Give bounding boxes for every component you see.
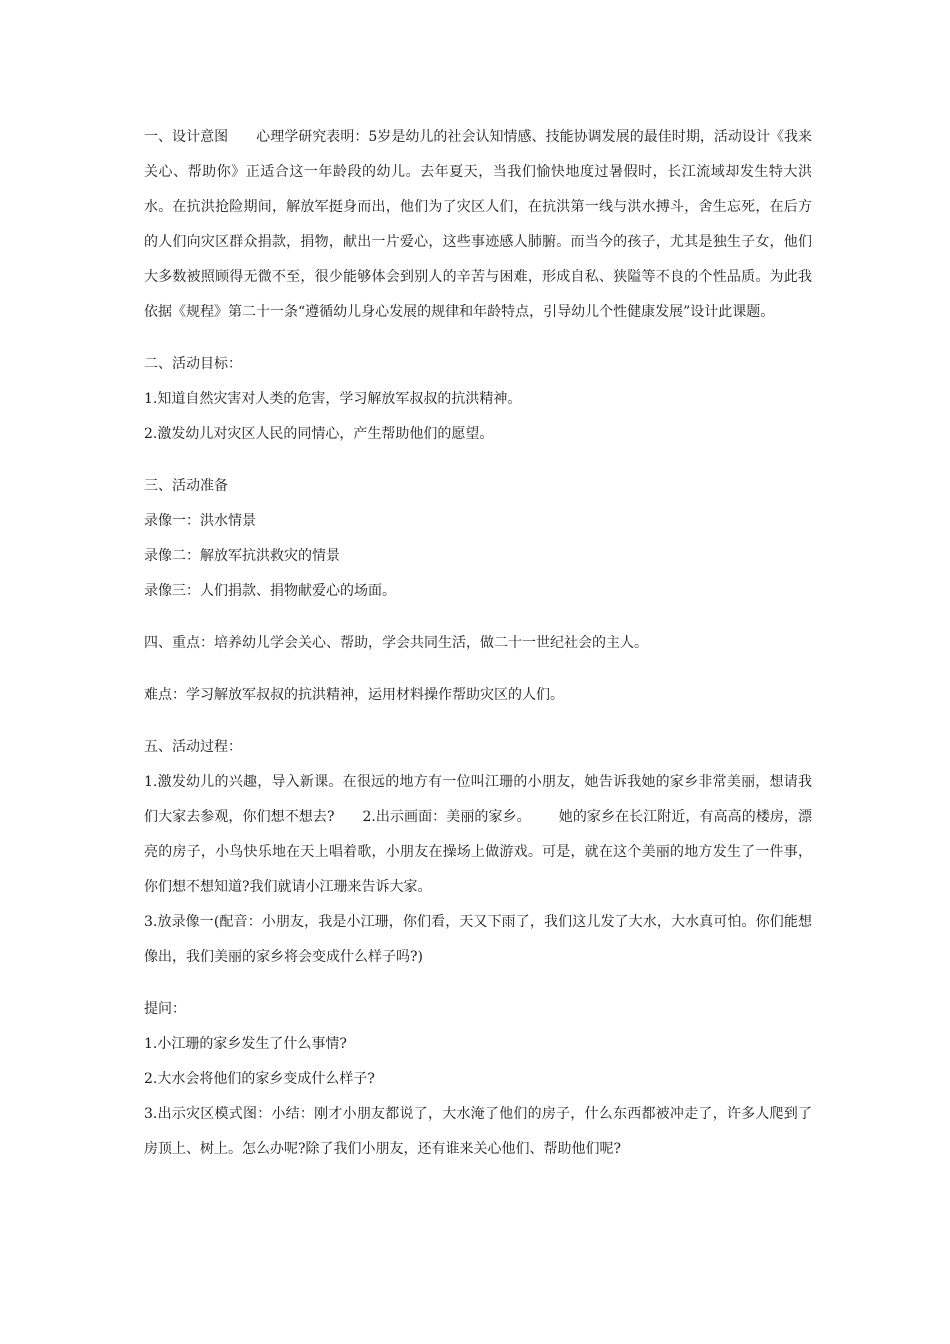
design-intent-text: 心理学研究表明：5岁是幼儿的社会认知情感、技能协调发展的最佳时期，活动设计《我来关心、帮助你》正适合这一年龄段的幼儿。去年夏天，当我们愉快地度过暑假时，长江流域却发生特大洪水。在抗洪抢险期间，解放军挺身而出，他们为了灾区人们，在抗洪第一线与洪水搏斗，舍生忘死，在后方的人们向灾区群众捐款，捐物，献出一片爱心，这些事迹感人肺腑。而当今的孩子，尤其是独生子女，他们大多数被照顾得无微不至，很少能够体会到别人的辛苦与困难，形成自私、狭隘等不良的个性品质。为此我依据《规程》第二十一条“遵循幼儿身心发展的规律和年龄特点，引导幼儿个性健康发展”设计此课题。	[144, 129, 813, 320]
preparation-item-1: 录像一：洪水情景	[144, 513, 256, 529]
question-item-2: 2.大水会将他们的家乡变成什么样子?	[144, 1071, 375, 1087]
process-step-1	[144, 765, 812, 905]
question-item-1: 1.小江珊的家乡发生了什么事情?	[144, 1036, 347, 1052]
process-step-1-text: 1.激发幼儿的兴趣，导入新课。在很远的地方有一位叫江珊的小朋友，她告诉我她的家乡非常美丽，想请我们大家去参观，你们想不想去?	[144, 774, 812, 825]
process-heading: 五、活动过程：	[144, 739, 242, 755]
preparation-item-3: 录像三：人们捐款、捐物献爱心的场面。	[144, 583, 396, 599]
preparation-item-2: 录像二：解放军抗洪救灾的情景	[144, 548, 340, 564]
goals-heading: 二、活动目标：	[144, 356, 242, 372]
process-step-2-detail: 她的家乡在长江附近，有高高的楼房，漂亮的房子，小鸟快乐地在天上唱着歌，小朋友在操场上做游戏。可是，就在这个美丽的地方发生了一件事，你们想不想知道?我们就请小江珊来告诉大家。	[144, 809, 812, 895]
goal-item-1: 1.知道自然灾害对人类的危害，学习解放军叔叔的抗洪精神。	[144, 391, 522, 407]
process-step-3: 3.放录像一(配音：小朋友，我是小江珊，你们看，天又下雨了，我们这儿发了大水，大水真可怕。你们能想像出，我们美丽的家乡将会变成什么样子吗?)	[144, 914, 812, 965]
preparation-heading: 三、活动准备	[144, 478, 228, 494]
design-intent-paragraph	[144, 120, 812, 330]
question-item-3: 3.出示灾区模式图：小结：刚才小朋友都说了，大水淹了他们的房子，什么东西都被冲走了，许多人爬到了房顶上、树上。怎么办呢?除了我们小朋友，还有谁来关心他们、帮助他们呢?	[144, 1106, 812, 1157]
difficulty-point: 难点：学习解放军叔叔的抗洪精神，运用材料操作帮助灾区的人们。	[144, 687, 564, 703]
question-heading: 提问：	[144, 1001, 186, 1017]
key-point: 四、重点：培养幼儿学会关心、帮助，学会共同生活，做二十一世纪社会的主人。	[144, 635, 648, 651]
goal-item-2: 2.激发幼儿对灾区人民的同情心，产生帮助他们的愿望。	[144, 426, 494, 442]
design-intent-heading: 一、设计意图	[144, 129, 229, 145]
document-body	[144, 120, 812, 1167]
process-step-2-text: 2.出示画面：美丽的家乡。	[362, 809, 531, 825]
